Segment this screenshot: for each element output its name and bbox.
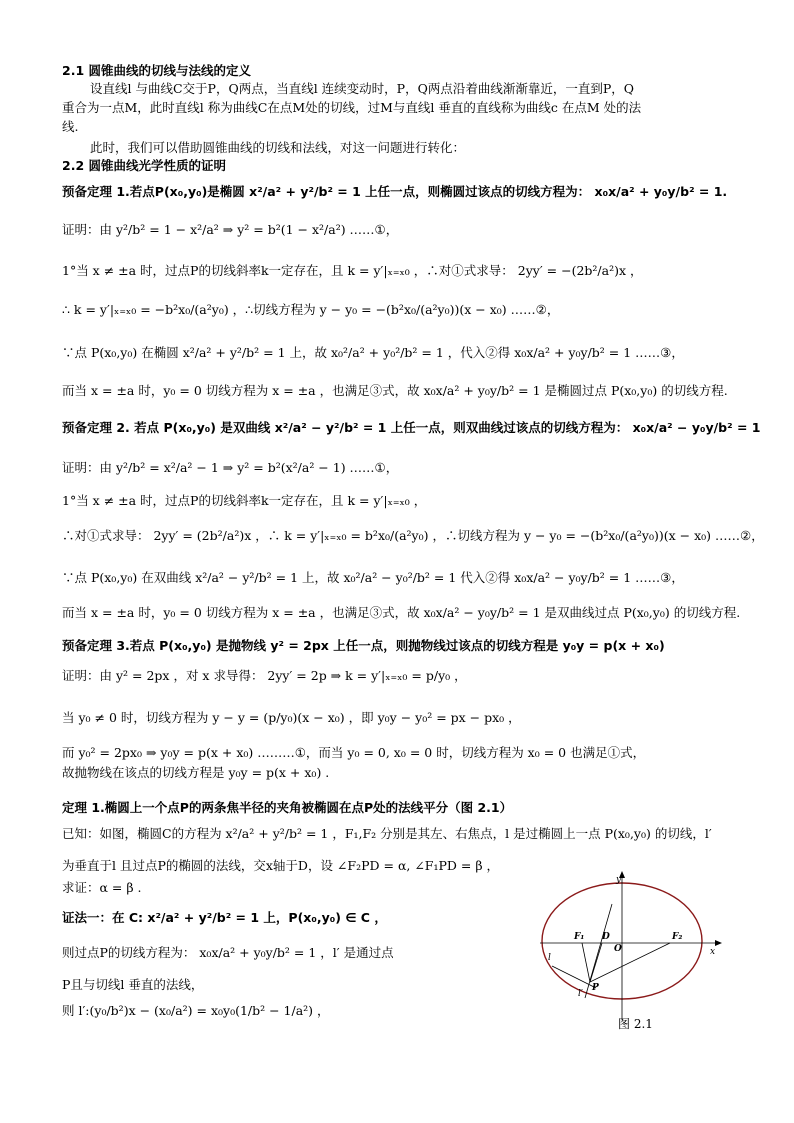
text-line-pf3: P且与切线l 垂直的法线， [62, 977, 204, 992]
text-line-t2c3: ∵点 P(x₀,y₀) 在双曲线 x²/a² − y²/b² = 1 上，故 x₀²/a² − y₀²/b² = 1 代入②得 x₀x/a² − y₀y/b² = 1 ……③， [62, 570, 684, 585]
text-line-th1c: 求证：α = β . [62, 880, 142, 895]
x-axis-arrow-icon [715, 940, 722, 946]
text-line-t1c2: ∴ k = y′|ₓ₌ₓ₀ = −b²x₀/(a²y₀) ，∴切线方程为 y − y₀ = −(b²x₀/(a²y₀))(x − x₀) ……②， [62, 302, 560, 317]
text-line-p1c: 线. [62, 119, 79, 134]
text-line-t3c3: 故抛物线在该点的切线方程是 y₀y = p(x + x₀) . [62, 765, 330, 780]
segment-pd [590, 943, 602, 982]
text-line-th1b: 为垂直于l 且过点P的椭圆的法线，交x轴于D，设 ∠F₂PD = α, ∠F₁PD = β ， [62, 858, 500, 873]
text-line-s22: 2.2 圆锥曲线光学性质的证明 [62, 158, 226, 173]
text-line-t1c4: 而当 x = ±a 时，y₀ = 0 切线方程为 x = ±a ，也满足③式，故 x₀x/a² + y₀y/b² = 1 是椭圆过点 P(x₀,y₀) 的切线方程. [62, 383, 728, 398]
focal-radius-pf1 [582, 943, 590, 982]
text-line-t2: 预备定理 2. 若点 P(x₀,y₀) 是双曲线 x²/a² − y²/b² = 1 上任一点，则双曲线过该点的切线方程为： x₀x/a² − y₀y/b² = 1 [62, 420, 761, 435]
text-line-pf1: 证法一：在 C: x²/a² + y²/b² = 1 上，P(x₀,y₀) ∈ C ， [62, 910, 387, 925]
text-line-th1a: 已知：如图，椭圆C的方程为 x²/a² + y²/b² = 1 ，F₁,F₂ 分别是其左、右焦点，l 是过椭圆上一点 P(x₀,y₀) 的切线，l′ [62, 826, 712, 841]
text-line-p1a: 设直线l 与曲线C交于P，Q两点，当直线l 连续变动时，P，Q两点沿着曲线渐渐靠近，一直到P，Q [90, 81, 634, 96]
label-f1: F₁ [574, 932, 585, 942]
label-d: D [602, 932, 610, 942]
text-line-t2c2: ∴对①式求导： 2yy′ = (2b²/a²)x ，∴ k = y′|ₓ₌ₓ₀ = b²x₀/(a²y₀) ，∴切线方程为 y − y₀ = −(b²x₀/(a²y₀))(x − x₀) ……②， [62, 528, 764, 543]
text-line-t2c4: 而当 x = ±a 时，y₀ = 0 切线方程为 x = ±a ，也满足③式，故 x₀x/a² − y₀y/b² = 1 是双曲线过点 P(x₀,y₀) 的切线方程. [62, 605, 741, 620]
label-x: x [710, 947, 716, 957]
text-line-t1: 预备定理 1.若点P(x₀,y₀)是椭圆 x²/a² + y²/b² = 1 上任一点，则椭圆过该点的切线方程为： x₀x/a² + y₀y/b² = 1. [62, 184, 728, 199]
text-line-p2: 此时，我们可以借助圆锥曲线的切线和法线，对这一问题进行转化： [90, 140, 466, 155]
text-line-t1c1: 1°当 x ≠ ±a 时，过点P的切线斜率k一定存在，且 k = y′|ₓ₌ₓ₀ ，∴对①式求导： 2yy′ = −(2b²/a²)x ， [62, 263, 643, 278]
text-line-t3p: 证明：由 y² = 2px ，对 x 求导得： 2yy′ = 2p ⇒ k = y′|ₓ₌ₓ₀ = p/y₀ ， [62, 668, 467, 683]
text-line-pf2: 则过点P的切线方程为： x₀x/a² + y₀y/b² = 1 ，l′ 是通过点 [62, 945, 394, 960]
text-line-t3c2: 而 y₀² = 2px₀ ⇒ y₀y = p(x + x₀) ………①，而当 y₀ = 0, x₀ = 0 时，切线方程为 x₀ = 0 也满足①式， [62, 745, 646, 760]
text-line-s21: 2.1 圆锥曲线的切线与法线的定义 [62, 63, 251, 78]
figure-caption: 图 2.1 [618, 1017, 653, 1031]
label-y: y [616, 875, 622, 885]
label-l: l [548, 953, 551, 963]
label-p: P [592, 983, 599, 993]
text-line-p1b: 重合为一点M，此时直线l 称为曲线C在点M处的切线，过M与直线l 垂直的直线称为曲线c 在点M 处的法 [62, 100, 642, 115]
text-line-t3c1: 当 y₀ ≠ 0 时，切线方程为 y − y = (p/y₀)(x − x₀) ，即 y₀y − y₀² = px − px₀ ， [62, 710, 521, 725]
label-f2: F₂ [672, 932, 683, 942]
text-line-pf4: 则 l′:(y₀/b²)x − (x₀/a²) = x₀y₀(1/b² − 1/a²) ， [62, 1003, 330, 1018]
text-line-t1c3: ∵点 P(x₀,y₀) 在椭圆 x²/a² + y²/b² = 1 上，故 x₀²/a² + y₀²/b² = 1 ，代入②得 x₀x/a² + y₀y/b² = 1 ……③， [62, 345, 684, 360]
focal-radius-pf2 [590, 943, 670, 982]
text-line-t2p: 证明：由 y²/b² = x²/a² − 1 ⇒ y² = b²(x²/a² − 1) ……①， [62, 460, 399, 475]
text-line-t3: 预备定理 3.若点 P(x₀,y₀) 是抛物线 y² = 2px 上任一点，则抛物线过该点的切线方程是 y₀y = p(x + x₀) [62, 638, 665, 653]
label-l-prime: l′ [578, 989, 583, 999]
text-line-t1p: 证明：由 y²/b² = 1 − x²/a² ⇒ y² = b²(1 − x²/a²) ……①， [62, 222, 399, 237]
text-line-th1: 定理 1.椭圆上一个点P的两条焦半径的夹角被椭圆在点P处的法线平分（图 2.1） [62, 800, 513, 815]
label-o: O [614, 944, 622, 954]
text-line-t2c1: 1°当 x ≠ ±a 时，过点P的切线斜率k一定存在，且 k = y′|ₓ₌ₓ₀ ， [62, 493, 427, 508]
figure-ellipse-diagram [530, 870, 730, 1030]
